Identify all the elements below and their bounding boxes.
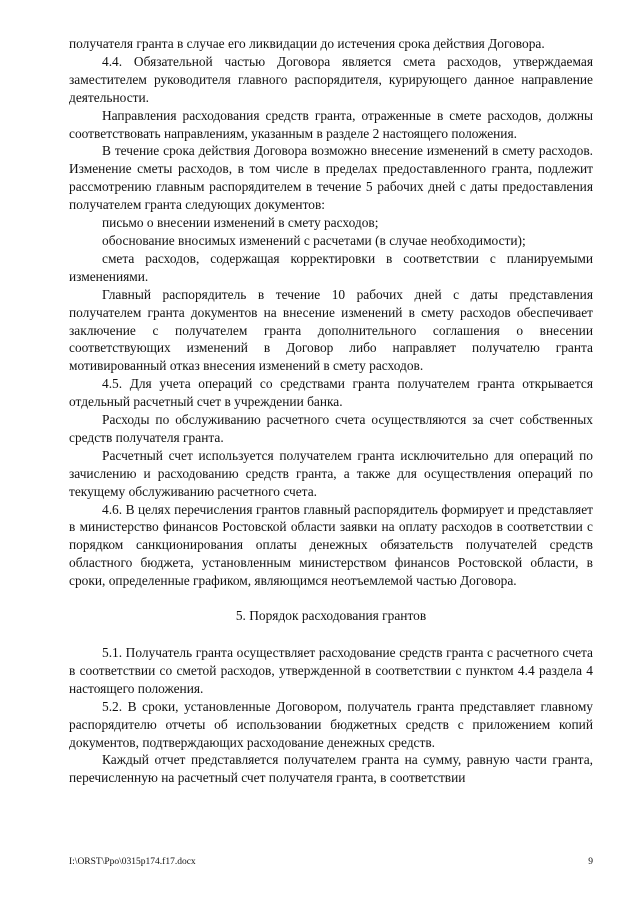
footer-file-path: I:\ORST\Ppo\0315p174.f17.docx bbox=[69, 857, 196, 867]
paragraph: 5.1. Получатель гранта осуществляет расходование средств гранта с расчетного счета в соответствии со сметой расходов, утвержденной в соответствии с пунктом 4.4 раздела 4 настоящего положения. bbox=[69, 645, 593, 696]
paragraph: смета расходов, содержащая корректировки в соответствии с планируемыми изменениями. bbox=[69, 250, 593, 284]
paragraph: Каждый отчет представляется получателем гранта на сумму, равную части гранта, перечисленную на расчетный счет получателя гранта, в соответствии bbox=[69, 752, 593, 786]
paragraph: 5.2. В сроки, установленные Договором, получатель гранта представляет главному распорядителю отчеты об использовании бюджетных средств с приложением копий документов, подтверждающих расходование денежных средств. bbox=[69, 698, 593, 750]
paragraph: обоснование вносимых изменений с расчетами (в случае необходимости); bbox=[102, 232, 526, 248]
paragraph: Главный распорядитель в течение 10 рабочих дней с даты представления получателем гранта документов на внесение изменений в смету расходов обеспечивает заключение с получателем гранта дополнительного соглашения о внесении соответствующих изменений в Договор либо направляет получателю гранта мотивированный отказ внесения изменений в смету расходов. bbox=[69, 286, 593, 374]
paragraph: В течение срока действия Договора возможно внесение изменений в смету расходов. Изменение сметы расходов, в том числе в пределах предоставленного гранта, подлежит рассмотрению главным распорядителем в течение 5 рабочих дней с даты предоставления получателем гранта следующих документов: bbox=[69, 143, 593, 213]
paragraph: Расходы по обслуживанию расчетного счета осуществляются за счет собственных средств получателя гранта. bbox=[69, 412, 593, 445]
footer-page-number: 9 bbox=[588, 857, 593, 867]
paragraph: 4.4. Обязательной частью Договора является смета расходов, утверждаемая заместителем руководителя главного распорядителя, курирующего данное направление деятельности. bbox=[69, 53, 593, 105]
paragraph: 4.5. Для учета операций со средствами гранта получателем гранта открывается отдельный расчетный счет в учреждении банка. bbox=[69, 376, 593, 410]
paragraph: Направления расходования средств гранта, отраженные в смете расходов, должны соответствовать направлениям, указанным в разделе 2 настоящего положения. bbox=[69, 107, 593, 141]
paragraph: 4.6. В целях перечисления грантов главный распорядитель формирует и представляет в министерство финансов Ростовской области заявки на оплату расходов в соответствии с порядком санкционирования оплаты денежных обязательств получателей средств областного бюджета, установленным министерством финансов Ростовской области, в сроки, определенные графиком, являющимся неотъемлемой частью Договора. bbox=[69, 501, 593, 589]
paragraph: получателя гранта в случае его ликвидации до истечения срока действия Договора. bbox=[69, 36, 545, 51]
paragraph: Расчетный счет используется получателем гранта исключительно для операций по зачислению и расходованию средств гранта, а также для осуществления операций по текущему обслуживанию расчетного счета. bbox=[69, 447, 593, 499]
paragraph: письмо о внесении изменений в смету расходов; bbox=[102, 215, 379, 231]
body-text bbox=[69, 35, 593, 787]
section-heading: 5. Порядок расходования грантов bbox=[235, 608, 427, 624]
